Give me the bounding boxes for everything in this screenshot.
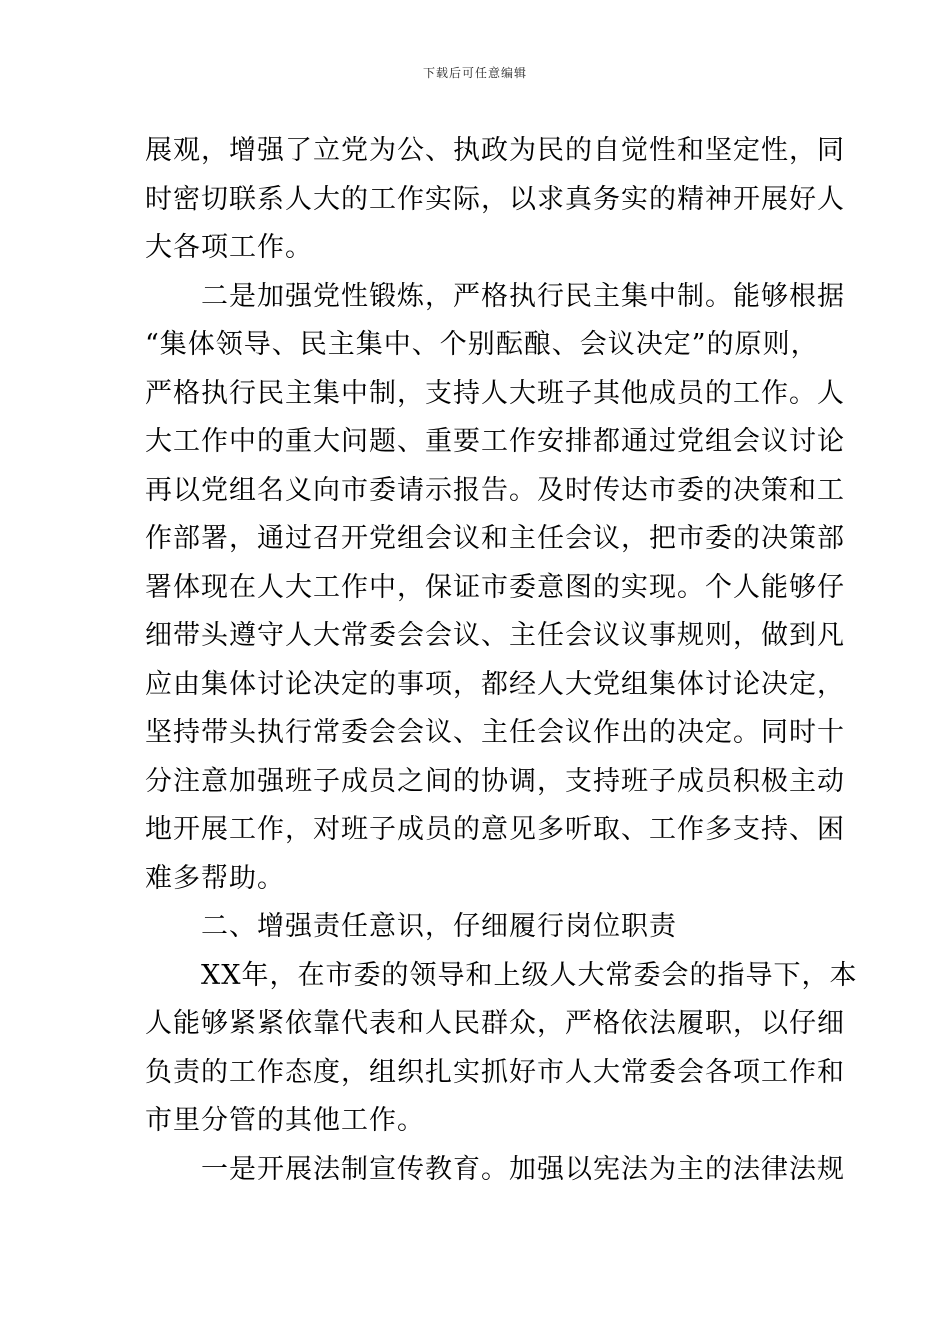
text-line: 地开展工作，对班子成员的意见多听取、工作多支持、困 [145,814,845,845]
text-line: 时密切联系人大的工作实际，以求真务实的精神开展好人 [145,183,845,215]
text-line: “集体领导、民主集中、个别酝酿、会议决定”的原则， [145,329,819,360]
text-line: 坚持带头执行常委会会议、主任会议作出的决定。同时十 [145,717,845,748]
text-line: 大各项工作。 [145,232,313,263]
text-line: 细带头遵守人大常委会会议、主任会议议事规则，做到凡 [145,620,845,651]
text-line: 应由集体讨论决定的事项，都经人大党组集体讨论决定， [145,668,845,700]
text-line: 再以党组名义向市委请示报告。及时传达市委的决策和工 [145,474,845,506]
text-line: 人能够紧紧依靠代表和人民群众，严格依法履职，以仔细 [145,1008,845,1039]
text-line: 展观，增强了立党为公、执政为民的自觉性和坚定性，同 [145,135,845,166]
text-line: 难多帮助。 [145,862,285,894]
text-line: 署体现在人大工作中，保证市委意图的实现。个人能够仔 [145,571,845,603]
page-header-note: 下载后可任意编辑 [422,66,527,80]
paragraph-4 [145,1146,845,1195]
text-line: 分注意加强班子成员之间的协调，支持班子成员积极主动 [145,765,845,797]
text-line: 负责的工作态度，组织扎实抓好市人大常委会各项工作和 [145,1056,845,1088]
text-line: 一是开展法制宣传教育。加强以宪法为主的法律法规 [201,1153,845,1185]
text-line: 市里分管的其他工作。 [145,1105,425,1136]
paragraph-1 [145,127,845,273]
document-body [145,127,858,1194]
text-line: XX年，在市委的领导和上级人大常委会的指导下，本 [201,959,858,991]
text-line: 二是加强党性锻炼，严格执行民主集中制。能够根据 [201,280,845,312]
section-heading [145,903,813,952]
text-line: 二、增强责任意识，仔细履行岗位职责 [201,911,677,942]
paragraph-3 [145,952,858,1146]
text-line: 严格执行民主集中制，支持人大班子其他成员的工作。人 [145,377,845,409]
text-line: 作部署，通过召开党组会议和主任会议，把市委的决策部 [145,523,845,554]
text-line: 大工作中的重大问题、重要工作安排都通过党组会议讨论 [145,426,845,457]
paragraph-2 [145,273,845,904]
